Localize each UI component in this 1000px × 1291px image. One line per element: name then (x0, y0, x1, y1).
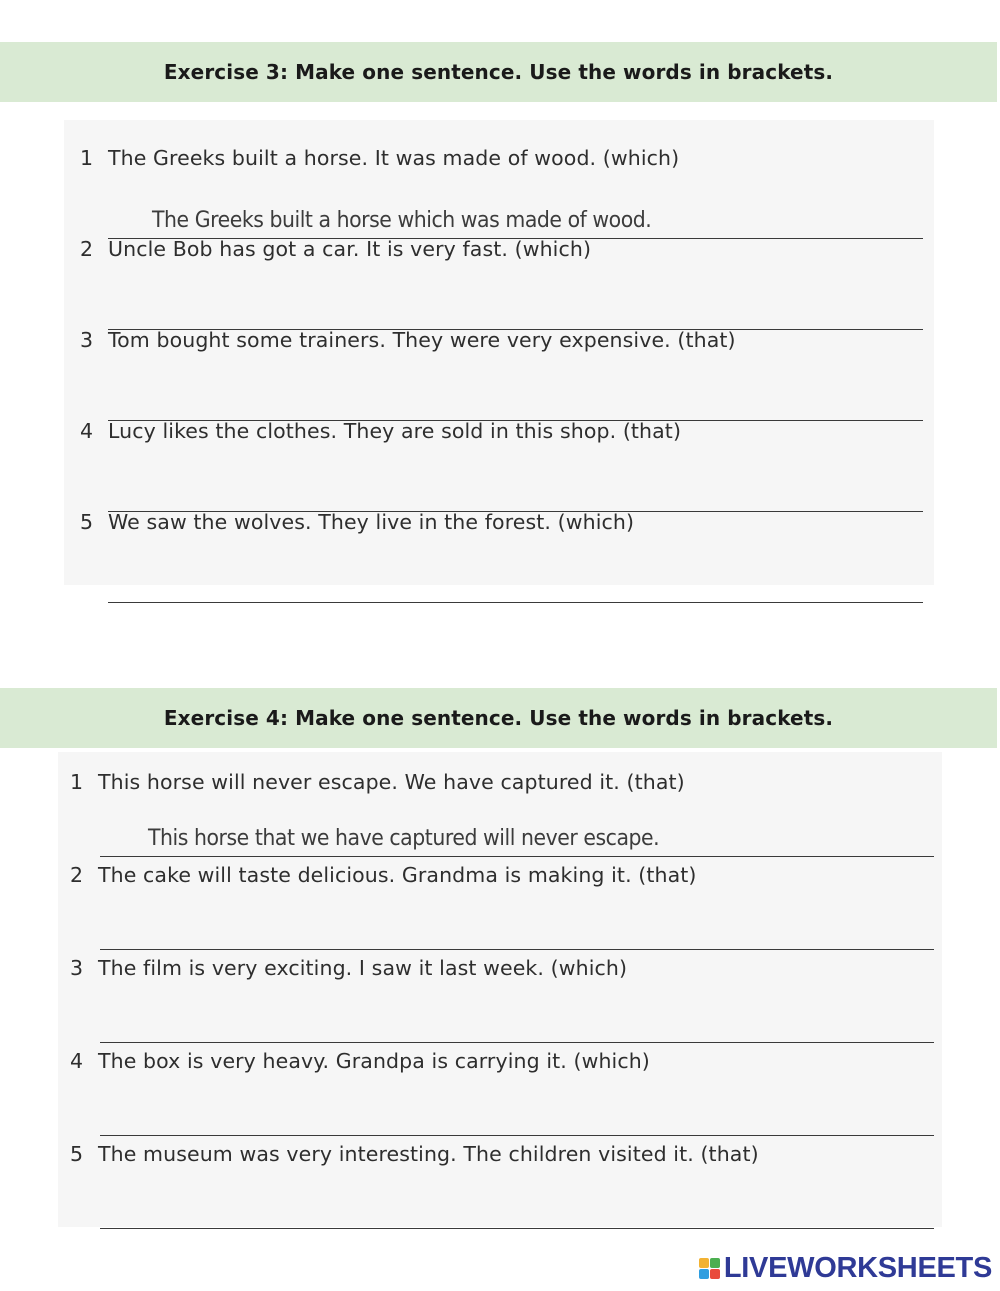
logo-text: LIVEWORKSHEETS (723, 1252, 992, 1284)
exercise-3-title: Exercise 3: Make one sentence. Use the words in brackets. (0, 42, 997, 102)
exercise-3-item-3 (64, 328, 934, 418)
question-number: 1 (80, 146, 94, 170)
logo-block (710, 1269, 720, 1279)
question-text (80, 146, 679, 170)
exercise-4-item-4 (58, 1049, 942, 1139)
exercise-3-item-2 (64, 237, 934, 327)
question-text (70, 1049, 650, 1073)
question-number: 3 (70, 956, 84, 980)
exercise-4-title: Exercise 4: Make one sentence. Use the words in brackets. (0, 688, 997, 748)
question-text (80, 419, 681, 443)
question-sentence: The cake will taste delicious. Grandma is making it. (that) (98, 863, 697, 887)
question-number: 2 (80, 237, 94, 261)
question-number: 2 (70, 863, 84, 887)
answer-text: This horse that we have captured will never escape. (148, 826, 660, 851)
question-text (80, 510, 634, 534)
question-text (70, 956, 627, 980)
question-number: 4 (80, 419, 94, 443)
question-number: 4 (70, 1049, 84, 1073)
exercise-3-item-4 (64, 419, 934, 509)
logo-block (699, 1258, 709, 1268)
question-number: 3 (80, 328, 94, 352)
question-sentence: The box is very heavy. Grandpa is carrying it. (which) (98, 1049, 650, 1073)
logo-block (699, 1269, 709, 1279)
exercise-4-sheet (58, 752, 942, 1227)
question-number: 1 (70, 770, 84, 794)
answer-line[interactable] (100, 856, 934, 857)
logo-block (710, 1258, 720, 1268)
question-sentence: Tom bought some trainers. They were very expensive. (that) (108, 328, 736, 352)
question-text (80, 237, 591, 261)
answer-line[interactable] (100, 1135, 934, 1136)
question-text (80, 328, 736, 352)
question-text (70, 770, 685, 794)
question-sentence: The museum was very interesting. The children visited it. (that) (98, 1142, 759, 1166)
answer-line[interactable] (108, 602, 923, 603)
exercise-4-item-1 (58, 770, 942, 860)
question-number: 5 (70, 1142, 84, 1166)
exercise-4-item-2 (58, 863, 942, 953)
question-sentence: We saw the wolves. They live in the forest. (which) (108, 510, 635, 534)
answer-line[interactable] (100, 949, 934, 950)
question-sentence: Uncle Bob has got a car. It is very fast. (which) (108, 237, 592, 261)
exercise-4-item-3 (58, 956, 942, 1046)
question-text (70, 863, 697, 887)
exercise-3-sheet (64, 120, 934, 585)
question-text (70, 1142, 759, 1166)
question-sentence: The film is very exciting. I saw it last week. (which) (98, 956, 628, 980)
question-sentence: This horse will never escape. We have captured it. (that) (98, 770, 685, 794)
question-sentence: Lucy likes the clothes. They are sold in this shop. (that) (108, 419, 682, 443)
answer-text: The Greeks built a horse which was made of wood. (152, 208, 652, 233)
exercise-3-item-5 (64, 510, 934, 600)
exercise-4-item-5 (58, 1142, 942, 1232)
answer-line[interactable] (100, 1228, 934, 1229)
liveworksheets-logo (699, 1252, 992, 1285)
answer-line[interactable] (100, 1042, 934, 1043)
question-number: 5 (80, 510, 94, 534)
exercise-3-item-1 (64, 146, 934, 236)
logo-blocks-icon (699, 1258, 720, 1279)
question-sentence: The Greeks built a horse. It was made of wood. (which) (108, 146, 680, 170)
